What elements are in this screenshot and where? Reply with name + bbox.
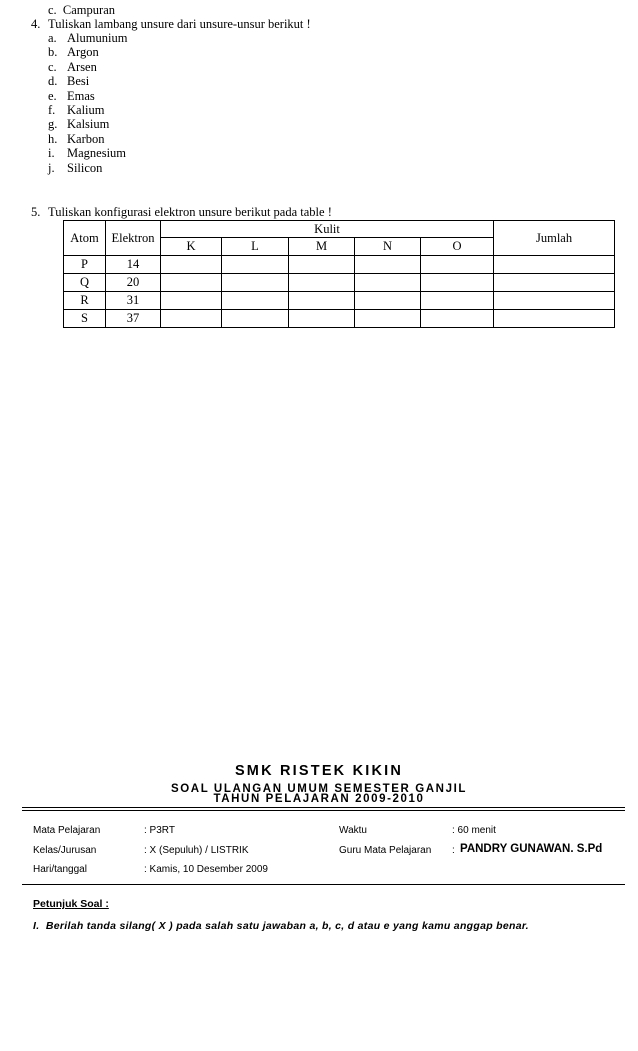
list-item: Argon	[67, 45, 99, 60]
elektron-cell: 14	[106, 256, 161, 274]
question-number-4: 4.	[31, 17, 41, 31]
kelas-value: : X (Sepuluh) / LISTRIK	[144, 845, 249, 856]
waktu-value: : 60 menit	[452, 825, 496, 836]
option-letter: h.	[48, 131, 58, 146]
shell-cell-o[interactable]	[421, 274, 494, 292]
academic-year: TAHUN PELAJARAN 2009-2010	[213, 793, 425, 805]
question-5-text: Tuliskan konfigurasi elektron unsure berikut pada table !	[48, 205, 332, 219]
list-item: Silicon	[67, 160, 103, 175]
table-row	[64, 292, 615, 310]
option-letter: c.	[48, 59, 57, 74]
elektron-cell: 20	[106, 274, 161, 292]
shell-cell-n[interactable]	[355, 256, 421, 274]
shell-cell-l[interactable]	[222, 292, 289, 310]
shell-header-o: O	[421, 238, 494, 256]
header-divider-top-double	[22, 810, 625, 811]
guru-label: Guru Mata Pelajaran	[339, 845, 432, 856]
shell-cell-m[interactable]	[289, 274, 355, 292]
instructions-title: Petunjuk Soal :	[33, 898, 109, 910]
list-item: Magnesium	[67, 146, 127, 161]
shell-cell-k[interactable]	[161, 310, 222, 328]
electron-config-table	[63, 220, 615, 328]
list-item: Besi	[67, 74, 90, 89]
jumlah-cell[interactable]	[494, 292, 615, 310]
option-letter: i.	[48, 146, 55, 161]
option-letter: d.	[48, 74, 58, 89]
list-item: Arsen	[67, 59, 97, 74]
table-row	[64, 274, 615, 292]
col-header-kulit: Kulit	[161, 221, 494, 238]
shell-cell-l[interactable]	[222, 310, 289, 328]
list-item: Karbon	[67, 131, 105, 146]
exam-subtitle: SOAL ULANGAN UMUM SEMESTER GANJIL	[170, 783, 467, 795]
jumlah-cell[interactable]	[494, 274, 615, 292]
col-header-atom: Atom	[64, 221, 106, 256]
atom-cell: R	[64, 292, 106, 310]
shell-cell-k[interactable]	[161, 292, 222, 310]
kelas-label: Kelas/Jurusan	[33, 845, 97, 856]
list-item: Emas	[67, 88, 95, 103]
shell-header-k: K	[161, 238, 222, 256]
school-name: SMK RISTEK KIKIN	[234, 763, 404, 779]
instructions-section-one: I. Berilah tanda silang( X ) pada salah satu jawaban a, b, c, d atau e yang kamu anggap benar.	[33, 920, 529, 932]
shell-cell-n[interactable]	[355, 274, 421, 292]
option-letter: f.	[48, 103, 56, 117]
option-letter: e.	[48, 88, 57, 103]
col-header-elektron: Elektron	[106, 221, 161, 256]
shell-header-l: L	[222, 238, 289, 256]
atom-cell: P	[64, 256, 106, 274]
shell-cell-m[interactable]	[289, 256, 355, 274]
shell-cell-n[interactable]	[355, 292, 421, 310]
guru-separator: :	[452, 845, 455, 856]
col-header-jumlah: Jumlah	[494, 221, 615, 256]
mapel-label: Mata Pelajaran	[33, 825, 101, 836]
hari-label: Hari/tanggal	[33, 864, 87, 875]
option-letter: a.	[48, 31, 57, 45]
shell-cell-o[interactable]	[421, 292, 494, 310]
atom-cell: Q	[64, 274, 106, 292]
waktu-label: Waktu	[339, 825, 367, 836]
hari-value: : Kamis, 10 Desember 2009	[144, 864, 268, 875]
option-letter: g.	[48, 117, 58, 132]
elektron-cell: 37	[106, 310, 161, 328]
shell-header-n: N	[355, 238, 421, 256]
shell-cell-m[interactable]	[289, 292, 355, 310]
mapel-value: : P3RT	[144, 825, 175, 836]
shell-cell-m[interactable]	[289, 310, 355, 328]
header-divider-top	[22, 807, 625, 808]
atom-cell: S	[64, 310, 106, 328]
list-item: Kalsium	[67, 117, 110, 132]
shell-cell-o[interactable]	[421, 310, 494, 328]
list-item: Kalium	[67, 103, 105, 117]
shell-cell-k[interactable]	[161, 256, 222, 274]
shell-cell-l[interactable]	[222, 256, 289, 274]
option-letter: j.	[48, 160, 55, 175]
table-row	[64, 310, 615, 328]
table-row	[64, 256, 615, 274]
shell-cell-l[interactable]	[222, 274, 289, 292]
jumlah-cell[interactable]	[494, 256, 615, 274]
list-item: Alumunium	[67, 31, 128, 45]
jumlah-cell[interactable]	[494, 310, 615, 328]
shell-cell-o[interactable]	[421, 256, 494, 274]
guru-value: PANDRY GUNAWAN. S.Pd	[460, 843, 603, 855]
shell-cell-k[interactable]	[161, 274, 222, 292]
elektron-cell: 31	[106, 292, 161, 310]
shell-header-m: M	[289, 238, 355, 256]
question-number-5: 5.	[31, 205, 41, 219]
option-letter: b.	[48, 45, 58, 60]
shell-cell-n[interactable]	[355, 310, 421, 328]
question-4-text: Tuliskan lambang unsure dari unsure-unsur berikut !	[48, 17, 311, 31]
prev-item-campuran: c. Campuran	[48, 3, 115, 17]
info-divider	[22, 884, 625, 885]
